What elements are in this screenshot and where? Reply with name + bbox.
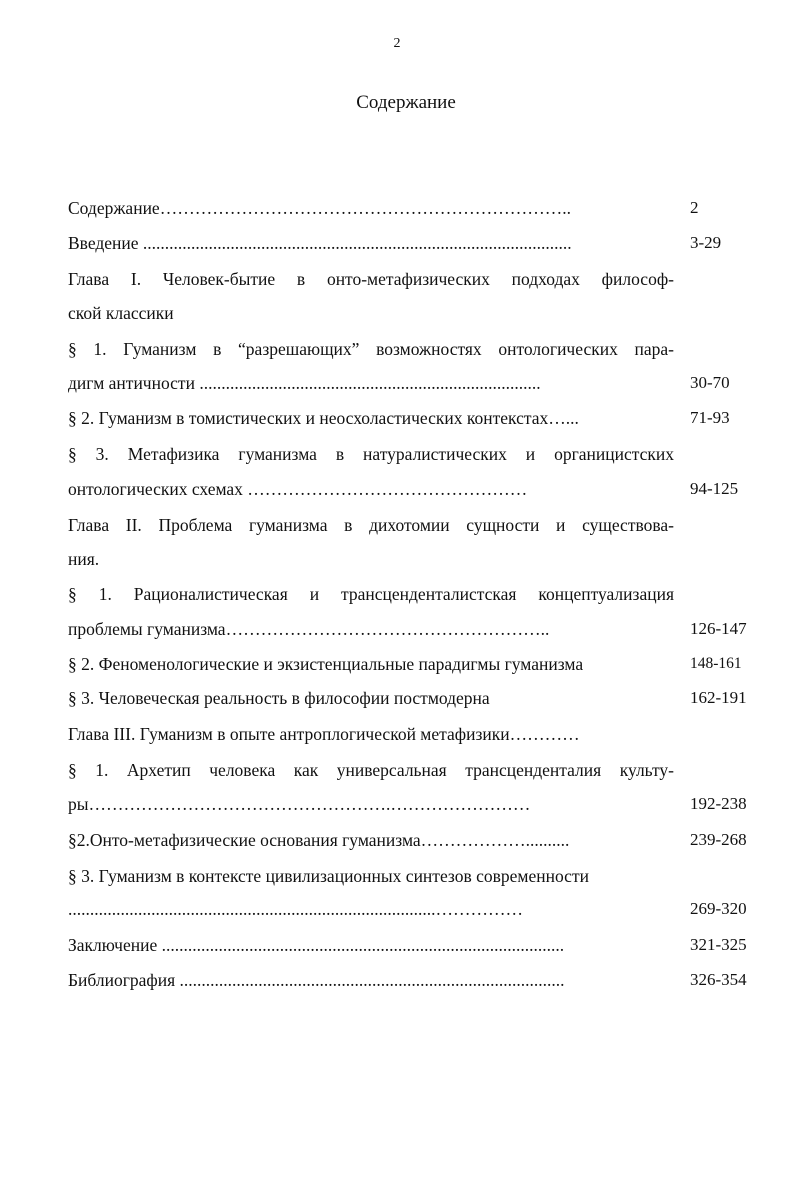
toc-entry-text: § 3. Человеческая реальность в философии постмодерна	[68, 688, 490, 708]
toc-entry-page: 321-325	[690, 935, 747, 954]
toc-entry-text: § 3. Метафизика гуманизма в натуралистических и органицистских	[68, 444, 674, 464]
page-number: 2	[393, 36, 401, 51]
toc-entry-text: ....................................................................................……………	[68, 899, 523, 919]
toc-entry-text: онтологических схемах …………………………………………	[68, 479, 528, 499]
toc-entry-text: Глава III. Гуманизм в опыте антроплогической метафизики…………	[68, 724, 580, 744]
page-title: Содержание	[356, 92, 456, 113]
toc-entry-text: § 3. Гуманизм в контексте цивилизационных синтезов современности	[68, 866, 589, 886]
toc-entry-text: Введение ..................................................................................................	[68, 233, 572, 253]
toc-entry-page: 326-354	[690, 970, 747, 989]
toc-entry-page: 162-191	[690, 688, 747, 707]
toc-entry-text: дигм античности ..............................................................................	[68, 373, 541, 393]
toc-entry-page: 239-268	[690, 830, 747, 849]
toc-entry-text: Глава II. Проблема гуманизма в дихотомии сущности и существова-	[68, 515, 674, 535]
toc-entry-page: 30-70	[690, 373, 730, 392]
toc-entry-text: ры…………………………………………….……………………	[68, 794, 531, 814]
toc-entry-page: 2	[690, 198, 699, 217]
toc-entry-text: § 1. Рационалистическая и трансценденталистская концептуализация	[68, 584, 674, 604]
toc-entry-page: 94-125	[690, 479, 739, 498]
toc-entry-text: Заключение ............................................................................................	[68, 935, 565, 955]
toc-entry-text: проблемы гуманизма………………………………………………..	[68, 619, 550, 639]
toc-entry-text: Глава I. Человек-бытие в онто-метафизических подходах философ-	[68, 269, 674, 289]
toc-entry-page: 192-238	[690, 794, 747, 813]
toc-entry-text: § 1. Гуманизм в “разрешающих” возможностях онтологических пара-	[68, 339, 674, 359]
toc-entry-text: ния.	[68, 549, 100, 569]
toc-entry-text: § 2. Гуманизм в томистических и неосхоластических контекстах…...	[68, 408, 579, 428]
toc-entry-text: §2.Онто-метафизические основания гуманизма………………..........	[68, 830, 570, 850]
toc-entry-text: § 2. Феноменологические и экзистенциальные парадигмы гуманизма	[68, 654, 584, 674]
toc-entry-page: 148-161	[690, 655, 742, 672]
toc-entry-page: 126-147	[690, 619, 747, 638]
toc-entry-page: 3-29	[690, 233, 722, 252]
toc-entry-text: § 1. Архетип человека как универсальная трансценденталия культу-	[68, 760, 674, 780]
toc-entry-text: Библиография ........................................................................................	[68, 970, 565, 990]
toc-entry-page: 269-320	[690, 899, 747, 918]
toc-entry-page: 71-93	[690, 408, 730, 427]
toc-entry-text: Содержание……………………………………………………………..	[68, 198, 571, 218]
toc-entry-text: ской классики	[68, 303, 174, 323]
